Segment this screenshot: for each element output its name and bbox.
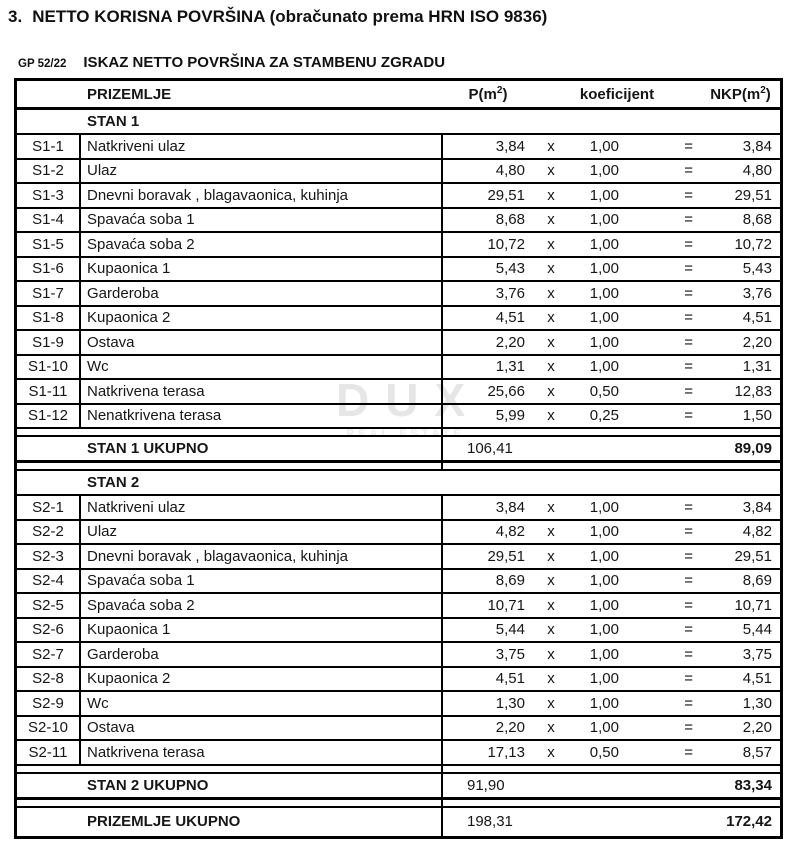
document-page xyxy=(0,7,797,850)
row-nkp-value: 3,75 xyxy=(742,645,772,663)
equals-symbol: = xyxy=(684,137,693,155)
row-nkp-value: 4,51 xyxy=(742,670,772,688)
row-code: S2-10 xyxy=(17,717,81,740)
row-code: S2-5 xyxy=(17,594,81,617)
row-name: Spavaća soba 2 xyxy=(81,233,443,256)
row-p-value: 5,99 xyxy=(495,407,525,425)
row-code: S2-3 xyxy=(17,545,81,568)
row-koeficijent-value: 1,00 xyxy=(589,498,619,516)
equals-symbol: = xyxy=(684,235,693,253)
section-label: STAN 2 xyxy=(87,474,140,491)
multiply-symbol: x xyxy=(547,211,555,229)
row-nkp-value: 29,51 xyxy=(734,547,772,565)
section-total-p-value: 91,90 xyxy=(467,776,505,794)
spacer-cell xyxy=(17,429,443,435)
row-p-value: 25,66 xyxy=(487,382,525,400)
row-name: Ulaz xyxy=(81,160,443,183)
spacer-cell xyxy=(17,463,443,469)
table-header-row xyxy=(17,81,780,110)
multiply-symbol: x xyxy=(547,670,555,688)
row-code: S2-7 xyxy=(17,643,81,666)
row-name: Garderoba xyxy=(81,282,443,305)
row-name: Spavaća soba 1 xyxy=(81,570,443,593)
equals-symbol: = xyxy=(684,621,693,639)
row-code: S2-11 xyxy=(17,741,81,764)
multiply-symbol: x xyxy=(547,260,555,278)
table-row xyxy=(17,307,780,332)
row-code: S2-9 xyxy=(17,692,81,715)
row-koeficijent-value: 1,00 xyxy=(589,137,619,155)
equals-symbol: = xyxy=(684,309,693,327)
multiply-symbol: x xyxy=(547,309,555,327)
table-row xyxy=(17,135,780,160)
row-p-value: 29,51 xyxy=(487,547,525,565)
section-label: STAN 1 xyxy=(87,113,140,130)
equals-symbol: = xyxy=(684,382,693,400)
row-koeficijent-value: 1,00 xyxy=(589,523,619,541)
row-nkp-value: 3,84 xyxy=(742,137,772,155)
table-row xyxy=(17,545,780,570)
row-code: S2-6 xyxy=(17,619,81,642)
row-koeficijent-value: 0,50 xyxy=(589,382,619,400)
table-row xyxy=(17,331,780,356)
row-koeficijent-value: 1,00 xyxy=(589,694,619,712)
row-name: Kupaonica 2 xyxy=(81,307,443,330)
column-header-p: $P(m^2)$ xyxy=(468,85,508,103)
row-koeficijent-value: 1,00 xyxy=(589,333,619,351)
row-code: S1-7 xyxy=(17,282,81,305)
column-header-koeficijent: koeficijent xyxy=(579,85,655,103)
row-nkp-value: 3,84 xyxy=(742,498,772,516)
multiply-symbol: x xyxy=(547,547,555,565)
row-koeficijent-value: 1,00 xyxy=(589,719,619,737)
row-name: Wc xyxy=(81,692,443,715)
row-name: Kupaonica 1 xyxy=(81,258,443,281)
equals-symbol: = xyxy=(684,260,693,278)
equals-symbol: = xyxy=(684,694,693,712)
multiply-symbol: x xyxy=(547,719,555,737)
row-code: S1-1 xyxy=(17,135,81,158)
equals-symbol: = xyxy=(684,333,693,351)
equals-symbol: = xyxy=(684,670,693,688)
row-koeficijent-value: 1,00 xyxy=(589,284,619,302)
equals-symbol: = xyxy=(684,572,693,590)
multiply-symbol: x xyxy=(547,621,555,639)
heading-number: 3. xyxy=(8,7,23,26)
row-code: S2-4 xyxy=(17,570,81,593)
table-row xyxy=(17,668,780,693)
row-code: S1-5 xyxy=(17,233,81,256)
row-koeficijent-value: 1,00 xyxy=(589,309,619,327)
section-total-row xyxy=(17,437,780,463)
row-koeficijent-value: 1,00 xyxy=(589,235,619,253)
row-p-value: 3,75 xyxy=(495,645,525,663)
row-koeficijent-value: 1,00 xyxy=(589,645,619,663)
row-code: S1-6 xyxy=(17,258,81,281)
table-row xyxy=(17,717,780,742)
table-row xyxy=(17,209,780,234)
heading-note: (obračunato prema HRN ISO 9836) xyxy=(269,7,548,26)
row-name: Ostava xyxy=(81,717,443,740)
section-total-p-value: 106,41 xyxy=(467,440,513,457)
multiply-symbol: x xyxy=(547,382,555,400)
watermark-tagline: REAL ESTATE xyxy=(346,427,465,440)
equals-symbol: = xyxy=(684,498,693,516)
row-nkp-value: 1,50 xyxy=(742,407,772,425)
row-nkp-value: 12,83 xyxy=(734,382,772,400)
multiply-symbol: x xyxy=(547,333,555,351)
row-p-value: 10,71 xyxy=(487,596,525,614)
equals-symbol: = xyxy=(684,547,693,565)
row-code: S2-1 xyxy=(17,496,81,519)
section-total-nkp-value: 89,09 xyxy=(734,440,772,457)
table-row xyxy=(17,692,780,717)
spacer-row xyxy=(17,800,780,808)
row-p-value: 5,44 xyxy=(495,621,525,639)
equals-symbol: = xyxy=(684,719,693,737)
multiply-symbol: x xyxy=(547,284,555,302)
row-p-value: 2,20 xyxy=(495,719,525,737)
row-nkp-value: 4,80 xyxy=(742,162,772,180)
row-nkp-value: 8,68 xyxy=(742,211,772,229)
row-nkp-value: 5,44 xyxy=(742,621,772,639)
row-p-value: 3,84 xyxy=(495,498,525,516)
row-name: Kupaonica 1 xyxy=(81,619,443,642)
row-nkp-value: 10,71 xyxy=(734,596,772,614)
row-koeficijent-value: 1,00 xyxy=(589,547,619,565)
row-p-value: 4,82 xyxy=(495,523,525,541)
row-name: Dnevni boravak , blagavaonica, kuhinja xyxy=(81,545,443,568)
table-caption-row xyxy=(18,54,797,71)
row-nkp-value: 8,69 xyxy=(742,572,772,590)
row-name: Natkriveni ulaz xyxy=(81,135,443,158)
grand-total-label: PRIZEMLJE UKUPNO xyxy=(17,808,443,836)
section-total-label: STAN 2 UKUPNO xyxy=(17,774,443,797)
row-koeficijent-value: 1,00 xyxy=(589,621,619,639)
row-p-value: 8,68 xyxy=(495,211,525,229)
multiply-symbol: x xyxy=(547,694,555,712)
row-code: S1-11 xyxy=(17,380,81,403)
row-p-value: 10,72 xyxy=(487,235,525,253)
row-nkp-value: 10,72 xyxy=(734,235,772,253)
row-name: Garderoba xyxy=(81,643,443,666)
row-code: S1-2 xyxy=(17,160,81,183)
multiply-symbol: x xyxy=(547,407,555,425)
multiply-symbol: x xyxy=(547,137,555,155)
row-name: Spavaća soba 2 xyxy=(81,594,443,617)
table-row xyxy=(17,258,780,283)
row-p-value: 5,43 xyxy=(495,260,525,278)
row-nkp-value: 3,76 xyxy=(742,284,772,302)
row-name: Natkriveni ulaz xyxy=(81,496,443,519)
multiply-symbol: x xyxy=(547,572,555,590)
table-row xyxy=(17,521,780,546)
table-subtitle: ISKAZ NETTO POVRŠINA ZA STAMBENU ZGRADU xyxy=(83,54,446,71)
multiply-symbol: x xyxy=(547,235,555,253)
row-koeficijent-value: 1,00 xyxy=(589,358,619,376)
row-name: Nenatkrivena terasa xyxy=(81,405,443,428)
row-p-value: 2,20 xyxy=(495,333,525,351)
multiply-symbol: x xyxy=(547,186,555,204)
row-code: S2-8 xyxy=(17,668,81,691)
row-p-value: 4,51 xyxy=(495,670,525,688)
multiply-symbol: x xyxy=(547,358,555,376)
row-p-value: 3,76 xyxy=(495,284,525,302)
spacer-row xyxy=(17,463,780,471)
table-row xyxy=(17,184,780,209)
section-total-row xyxy=(17,774,780,800)
multiply-symbol: x xyxy=(547,596,555,614)
row-name: Kupaonica 2 xyxy=(81,668,443,691)
equals-symbol: = xyxy=(684,358,693,376)
spacer-row xyxy=(17,429,780,437)
equals-symbol: = xyxy=(684,211,693,229)
table-row xyxy=(17,160,780,185)
row-koeficijent-value: 1,00 xyxy=(589,596,619,614)
row-koeficijent-value: 1,00 xyxy=(589,186,619,204)
table-row xyxy=(17,380,780,405)
row-nkp-value: 1,31 xyxy=(742,358,772,376)
row-koeficijent-value: 1,00 xyxy=(589,572,619,590)
net-area-table xyxy=(14,78,783,839)
row-nkp-value: 5,43 xyxy=(742,260,772,278)
row-koeficijent-value: 1,00 xyxy=(589,211,619,229)
table-row xyxy=(17,594,780,619)
row-code: S2-2 xyxy=(17,521,81,544)
multiply-symbol: x xyxy=(547,743,555,761)
row-code: S1-8 xyxy=(17,307,81,330)
column-header-nkp: $NKP(m^2)$ xyxy=(710,85,771,103)
row-p-value: 4,80 xyxy=(495,162,525,180)
row-nkp-value: 4,82 xyxy=(742,523,772,541)
spacer-cell xyxy=(17,766,443,772)
equals-symbol: = xyxy=(684,162,693,180)
row-p-value: 1,30 xyxy=(495,694,525,712)
section-label-row xyxy=(17,471,780,496)
equals-symbol: = xyxy=(684,186,693,204)
equals-symbol: = xyxy=(684,743,693,761)
row-koeficijent-value: 0,25 xyxy=(589,407,619,425)
equals-symbol: = xyxy=(684,407,693,425)
section-label-row xyxy=(17,110,780,135)
row-p-value: 3,84 xyxy=(495,137,525,155)
multiply-symbol: x xyxy=(547,645,555,663)
equals-symbol: = xyxy=(684,284,693,302)
table-row xyxy=(17,356,780,381)
table-row xyxy=(17,741,780,766)
document-heading xyxy=(8,7,797,27)
equals-symbol: = xyxy=(684,596,693,614)
multiply-symbol: x xyxy=(547,498,555,516)
row-nkp-value: 29,51 xyxy=(734,186,772,204)
grand-total-p-value: 198,31 xyxy=(467,813,513,830)
watermark-logo-text: DUX xyxy=(336,374,482,426)
table-row xyxy=(17,405,780,430)
row-koeficijent-value: 0,50 xyxy=(589,743,619,761)
row-nkp-value: 2,20 xyxy=(742,333,772,351)
row-name: Ulaz xyxy=(81,521,443,544)
column-header-floor: PRIZEMLJE xyxy=(87,85,172,103)
row-nkp-value: 1,30 xyxy=(742,694,772,712)
row-name: Wc xyxy=(81,356,443,379)
row-nkp-value: 8,57 xyxy=(742,743,772,761)
table-body xyxy=(17,110,780,808)
table-row xyxy=(17,570,780,595)
grand-total-nkp-value: 172,42 xyxy=(726,813,772,830)
row-name: Spavaća soba 1 xyxy=(81,209,443,232)
row-code: S1-9 xyxy=(17,331,81,354)
row-name: Dnevni boravak , blagavaonica, kuhinja xyxy=(81,184,443,207)
equals-symbol: = xyxy=(684,645,693,663)
row-koeficijent-value: 1,00 xyxy=(589,670,619,688)
spacer-cell xyxy=(17,800,443,806)
table-row xyxy=(17,233,780,258)
table-row xyxy=(17,282,780,307)
row-nkp-value: 2,20 xyxy=(742,719,772,737)
row-p-value: 29,51 xyxy=(487,186,525,204)
equals-symbol: = xyxy=(684,523,693,541)
spacer-row xyxy=(17,766,780,774)
multiply-symbol: x xyxy=(547,523,555,541)
row-name: Natkrivena terasa xyxy=(81,380,443,403)
row-code: S1-3 xyxy=(17,184,81,207)
table-row xyxy=(17,619,780,644)
row-name: Natkrivena terasa xyxy=(81,741,443,764)
section-total-label: STAN 1 UKUPNO xyxy=(17,437,443,460)
row-name: Ostava xyxy=(81,331,443,354)
table-row xyxy=(17,643,780,668)
row-p-value: 8,69 xyxy=(495,572,525,590)
row-p-value: 1,31 xyxy=(495,358,525,376)
section-total-nkp-value: 83,34 xyxy=(734,776,772,794)
heading-text: NETTO KORISNA POVRŠINA xyxy=(32,7,265,26)
project-code: GP 52/22 xyxy=(18,58,67,70)
row-koeficijent-value: 1,00 xyxy=(589,260,619,278)
grand-total-row xyxy=(17,808,780,836)
row-p-value: 17,13 xyxy=(487,743,525,761)
multiply-symbol: x xyxy=(547,162,555,180)
row-code: S1-4 xyxy=(17,209,81,232)
table-row xyxy=(17,496,780,521)
row-code: S1-12 xyxy=(17,405,81,428)
row-code: S1-10 xyxy=(17,356,81,379)
row-koeficijent-value: 1,00 xyxy=(589,162,619,180)
row-nkp-value: 4,51 xyxy=(742,309,772,327)
row-p-value: 4,51 xyxy=(495,309,525,327)
